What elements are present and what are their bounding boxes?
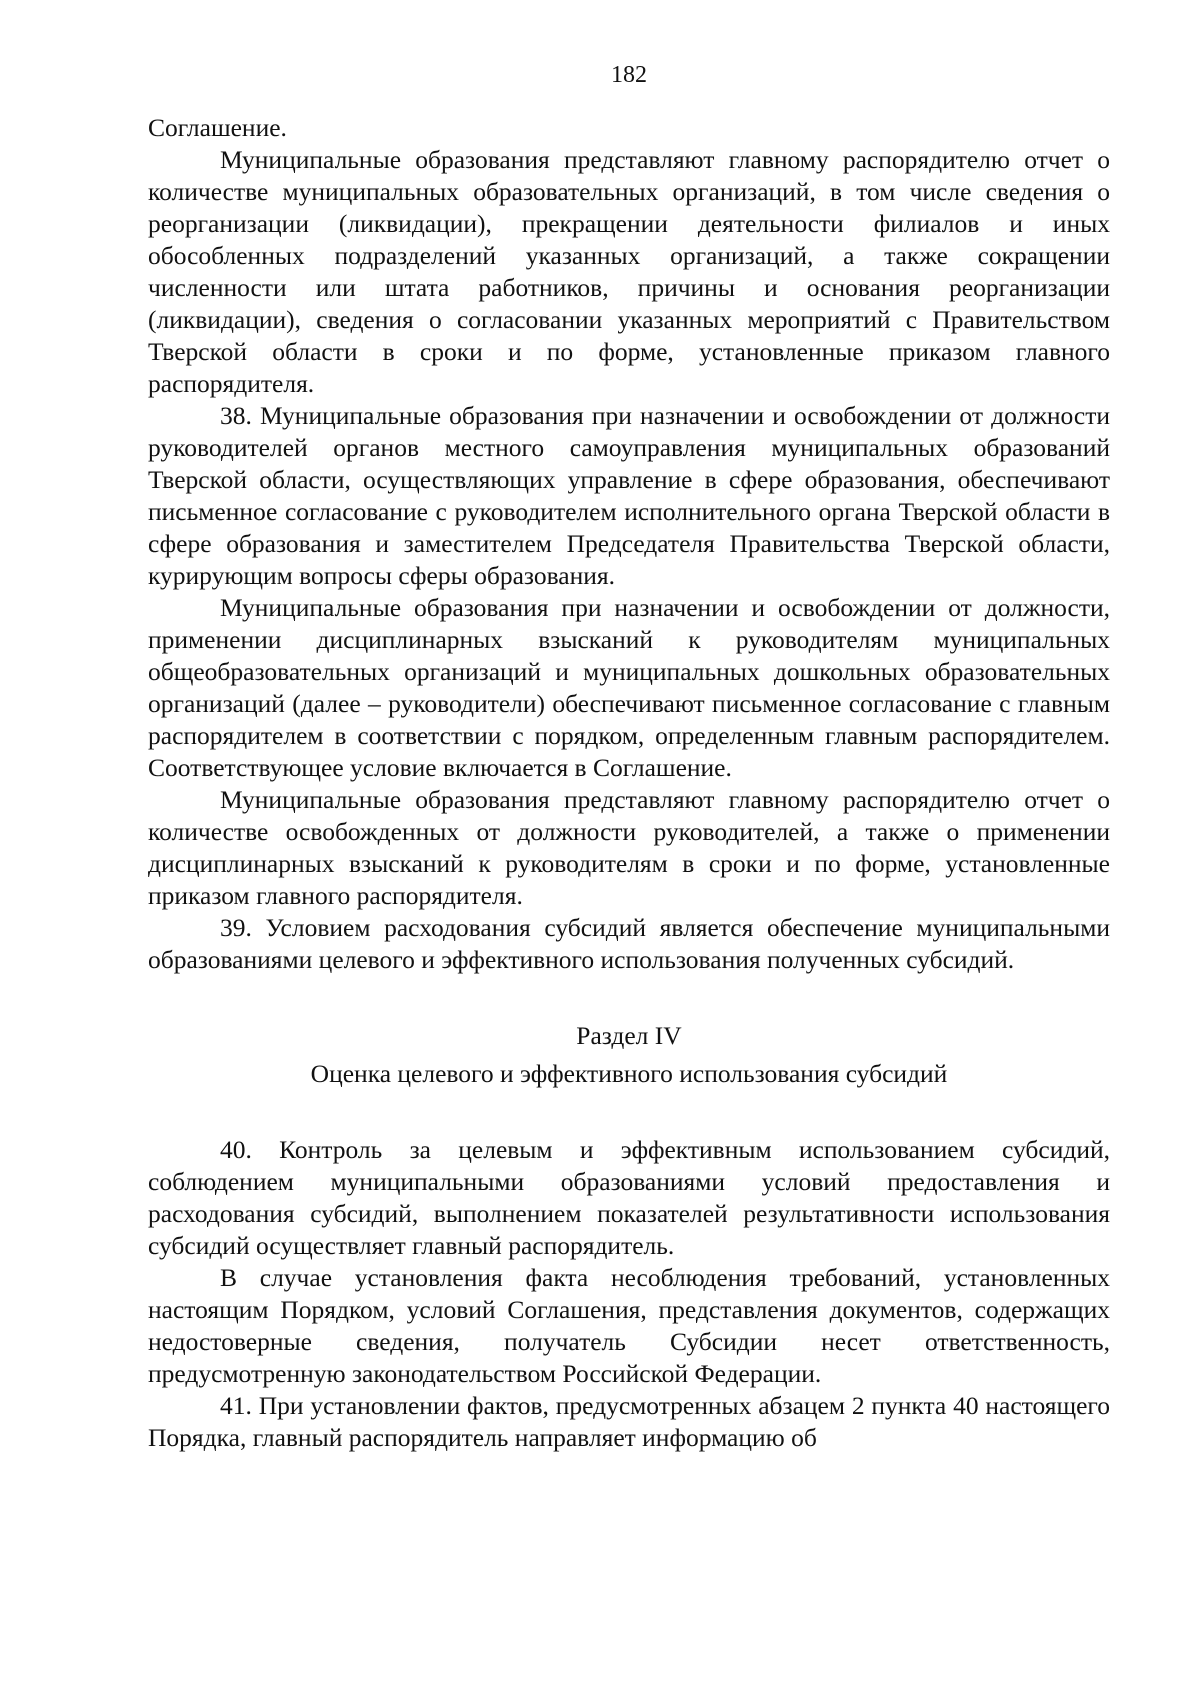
paragraph-item-38: 38. Муниципальные образования при назначении и освобождении от должности руководителей органов местного самоуправления муниципальных образований Тверской области, осуществляющих управление в сфере образования, обеспечивают письменное согласование с руководителем исполнительного органа Тверской области в сфере образования и заместителем Председателя Правительства Тверской области, курирующим вопросы сферы образования. bbox=[148, 401, 1110, 590]
paragraph-item-41: 41. При установлении фактов, предусмотренных абзацем 2 пункта 40 настоящего Порядка, главный распорядитель направляет информацию об bbox=[148, 1391, 1110, 1452]
paragraph-liability: В случае установления факта несоблюдения требований, установленных настоящим Порядком, условий Соглашения, представления документов, содержащих недостоверные сведения, получатель Субсидии несет ответственность, предусмотренную законодательством Российской Федерации. bbox=[148, 1263, 1110, 1388]
paragraph-item-39: 39. Условием расходования субсидий является обеспечение муниципальными образованиями целевого и эффективного использования полученных субсидий. bbox=[148, 913, 1110, 974]
paragraph-agreement-end: Соглашение. bbox=[148, 113, 287, 142]
paragraph-report-heads: Муниципальные образования представляют главному распорядителю отчет о количестве освобожденных от должности руководителей, а также о применении дисциплинарных взысканий к руководителям в сроки и по форме, установленные приказом главного распорядителя. bbox=[148, 785, 1110, 910]
paragraph-report-organizations: Муниципальные образования представляют главному распорядителю отчет о количестве муниципальных образовательных организаций, в том числе сведения о реорганизации (ликвидации), прекращении деятельности филиалов и иных обособленных подразделений указанных организаций, а также сокращении численности или штата работников, причины и основания реорганизации (ликвидации), сведения о согласовании указанных мероприятий с Правительством Тверской области в сроки и по форме, установленные приказом главного распорядителя. bbox=[148, 145, 1110, 398]
section-heading: Раздел IV bbox=[576, 1021, 682, 1050]
document-page bbox=[148, 60, 1110, 1454]
section-subheading: Оценка целевого и эффективного использования субсидий bbox=[310, 1059, 948, 1088]
paragraph-item-40: 40. Контроль за целевым и эффективным использованием субсидий, соблюдением муниципальными образованиями условий предоставления и расходования субсидий, выполнением показателей результативности использования субсидий осуществляет главный распорядитель. bbox=[148, 1135, 1110, 1260]
paragraph-heads-approval: Муниципальные образования при назначении и освобождении от должности, применении дисциплинарных взысканий к руководителям муниципальных общеобразовательных организаций и муниципальных дошкольных образовательных организаций (далее – руководители) обеспечивают письменное согласование с главным распорядителем в соответствии с порядком, определенным главным распорядителем. Соответствующее условие включается в Соглашение. bbox=[148, 593, 1110, 782]
page-number: 182 bbox=[611, 62, 647, 88]
